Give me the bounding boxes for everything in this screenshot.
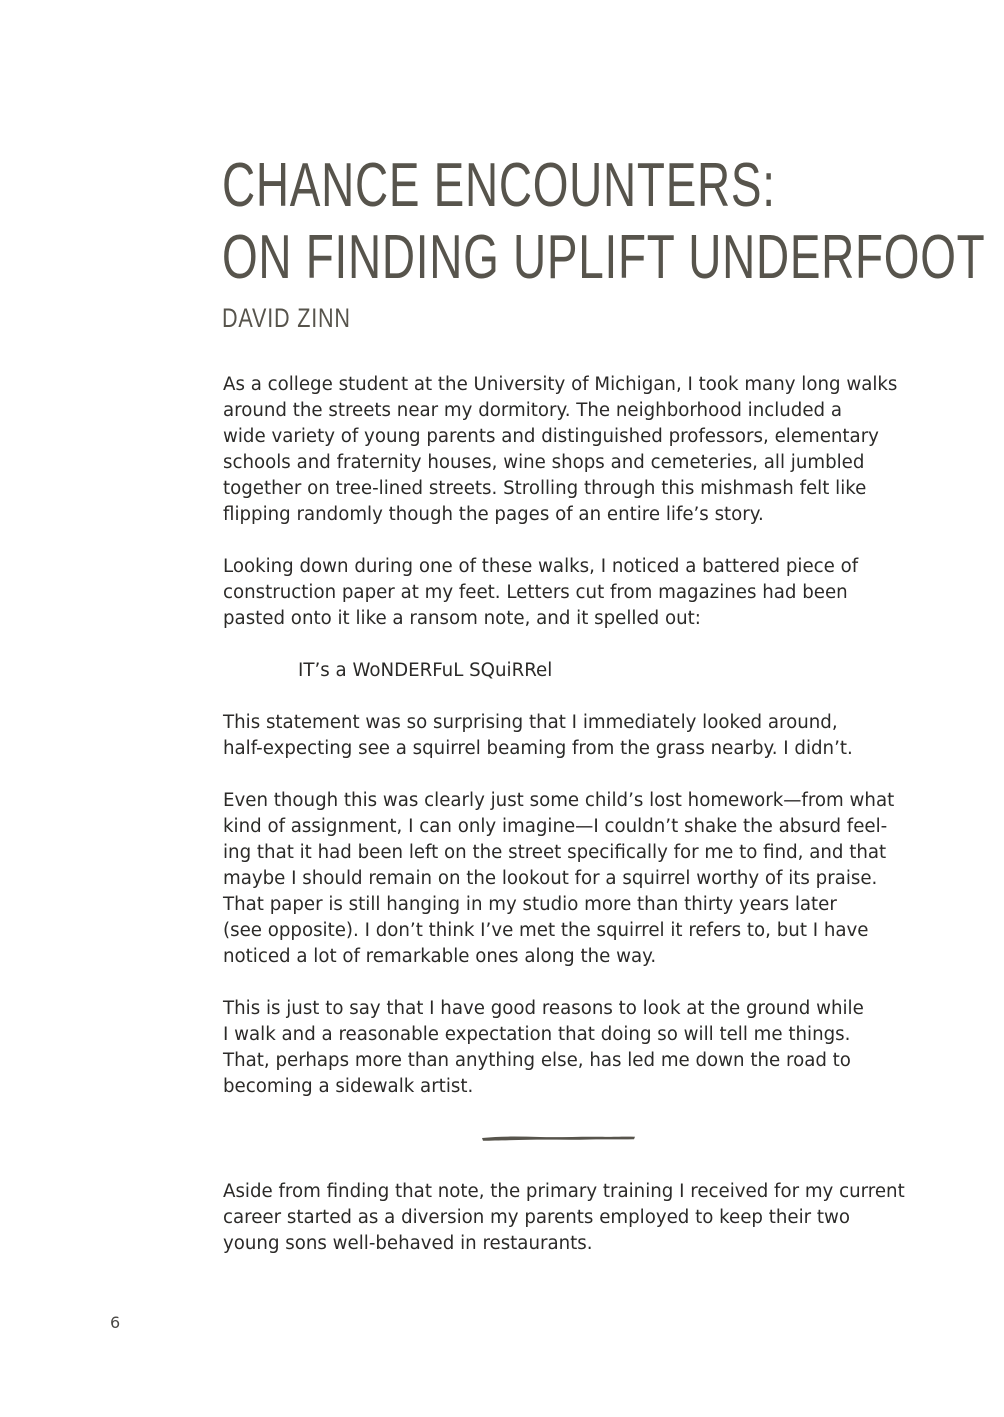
paragraph-4 xyxy=(223,788,913,970)
text-line: pasted onto it like a ransom note, and it spelled out: xyxy=(223,608,701,629)
paragraph-5 xyxy=(223,996,913,1100)
text-line: kind of assignment, I can only imagine—I couldn’t shake the absurd feel- xyxy=(223,816,888,837)
section-divider xyxy=(480,1133,636,1143)
title-block xyxy=(222,150,986,334)
text-line: ing that it had been left on the street specifically for me to find, and that xyxy=(223,842,887,863)
text-line: half-expecting see a squirrel beaming from the grass nearby. I didn’t. xyxy=(223,738,853,759)
author-name: DAVID ZINN xyxy=(222,303,351,333)
text-line: (see opposite). I don’t think I’ve met the squirrel it refers to, but I have xyxy=(223,920,869,941)
text-line: together on tree-lined streets. Strolling through this mishmash felt like xyxy=(223,478,867,499)
text-line: Looking down during one of these walks, I noticed a battered piece of xyxy=(223,556,859,577)
body-text xyxy=(223,372,913,1126)
text-line: Even though this was clearly just some child’s lost homework—from what xyxy=(223,790,895,811)
text-line: around the streets near my dormitory. The neighborhood included a xyxy=(223,400,843,421)
text-line: noticed a lot of remarkable ones along the way. xyxy=(223,946,657,967)
brush-stroke xyxy=(482,1137,635,1141)
text-line: Aside from finding that note, the primary training I received for my current xyxy=(223,1181,905,1202)
page-title-line-1: CHANCE ENCOUNTERS: xyxy=(222,151,776,220)
text-line: This statement was so surprising that I immediately looked around, xyxy=(223,712,838,733)
text-line: young sons well-behaved in restaurants. xyxy=(223,1233,593,1254)
paragraph-6 xyxy=(223,1179,913,1257)
text-line: I walk and a reasonable expectation that doing so will tell me things. xyxy=(223,1024,851,1045)
paragraph-2 xyxy=(223,554,913,632)
text-line: As a college student at the University of Michigan, I took many long walks xyxy=(223,374,898,395)
paragraph-1 xyxy=(223,372,913,528)
page-title-line-2: ON FINDING UPLIFT UNDERFOOT xyxy=(222,223,986,292)
text-line: wide variety of young parents and distinguished professors, elementary xyxy=(223,426,879,447)
text-line: That, perhaps more than anything else, has led me down the road to xyxy=(223,1050,851,1071)
text-line: becoming a sidewalk artist. xyxy=(223,1076,474,1097)
text-line: flipping randomly though the pages of an entire life’s story. xyxy=(223,504,764,525)
paragraph-3 xyxy=(223,710,913,762)
text-line: career started as a diversion my parents employed to keep their two xyxy=(223,1207,851,1228)
text-line: construction paper at my feet. Letters cut from magazines had been xyxy=(223,582,848,603)
text-line: This is just to say that I have good reasons to look at the ground while xyxy=(223,998,864,1019)
text-line: schools and fraternity houses, wine shops and cemeteries, all jumbled xyxy=(223,452,865,473)
ransom-note-quote: IT’s a WoNDERFuL SQuiRRel xyxy=(298,660,553,681)
text-line: That paper is still hanging in my studio more than thirty years later xyxy=(223,894,837,915)
text-line: maybe I should remain on the lookout for a squirrel worthy of its praise. xyxy=(223,868,878,889)
page-number: 6 xyxy=(110,1313,121,1332)
